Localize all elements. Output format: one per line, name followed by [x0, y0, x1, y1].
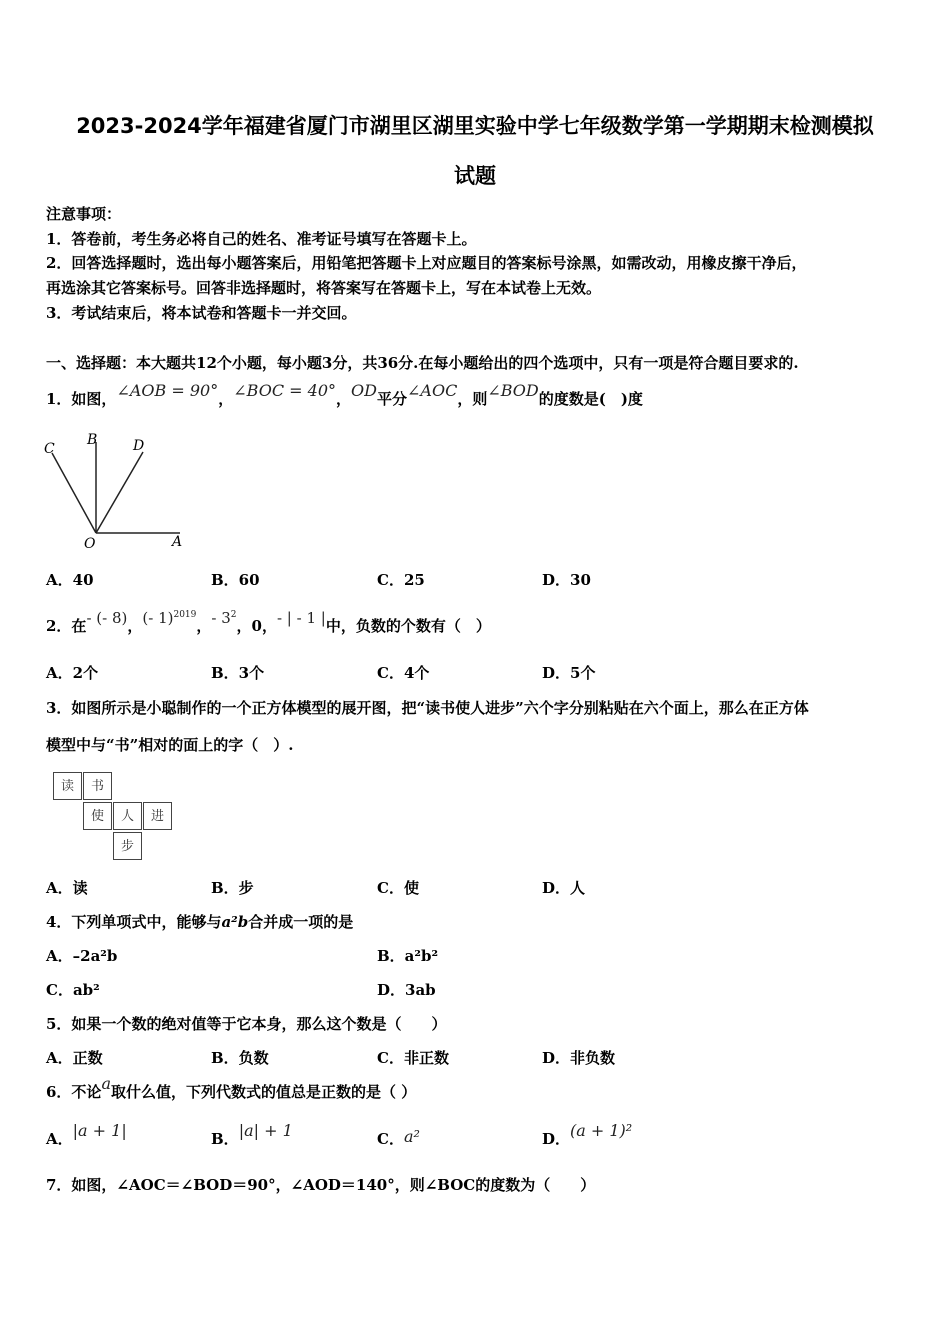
- q6-option-d-label: D．: [542, 1130, 571, 1148]
- q4-suffix: 合并成一项的是: [248, 913, 354, 931]
- q2-num-3: [211, 609, 236, 627]
- q1-math-boc: ∠BOC = 40°: [233, 381, 336, 400]
- q1-math-bod: ∠BOD: [487, 381, 539, 400]
- question-3-line-2: 模型中与“书”相对的面上的字（ ）.: [46, 736, 294, 754]
- q6-option-d: [542, 1121, 633, 1149]
- q2-sep-3: ，0，: [236, 617, 277, 635]
- q1-sep-1: ，: [218, 390, 234, 408]
- notice-item-2a: 2．回答选择题时，选出每小题答案后，用铅笔把答题卡上对应题目的答案标号涂黑，如需改动，用橡皮擦干净后，: [46, 254, 807, 272]
- q2-option-c: C．4个: [377, 664, 430, 682]
- label-b: B: [87, 432, 98, 448]
- q2-prefix: 2．在: [46, 617, 87, 635]
- q5-option-c: C．非正数: [377, 1049, 449, 1067]
- ray-od: [96, 452, 143, 533]
- q2-num-3-exp: 2: [230, 610, 237, 620]
- q2-sep-2: ，: [196, 617, 212, 635]
- net-cell-shi: 使: [83, 802, 112, 830]
- q2-option-b: B．3个: [211, 664, 265, 682]
- q1-option-d: D．30: [542, 571, 591, 589]
- q2-sep-1: ，: [127, 617, 143, 635]
- q1-option-a: A．40: [46, 571, 94, 589]
- q2-num-4: - | - 1 |: [276, 609, 326, 627]
- q4-prefix: 4．下列单项式中，能够与: [46, 913, 222, 931]
- title-line-2: 试题: [454, 164, 496, 188]
- q6-option-a-expr: |a + 1|: [72, 1121, 127, 1140]
- q1-option-c: C．25: [377, 571, 425, 589]
- q6-option-b-expr: |a| + 1: [238, 1121, 293, 1140]
- q5-option-b: B．负数: [211, 1049, 269, 1067]
- q3-option-b: B．步: [211, 879, 254, 897]
- q2-num-3-base: - 3: [211, 609, 231, 627]
- q6-option-c-expr: a²: [403, 1127, 420, 1146]
- label-d: D: [133, 438, 145, 454]
- q6-option-c: [377, 1128, 420, 1149]
- question-5: 5．如果一个数的绝对值等于它本身，那么这个数是（ ）: [46, 1015, 447, 1033]
- label-c: C: [44, 441, 55, 457]
- q2-suffix: 中，负数的个数有（ ）: [325, 617, 491, 635]
- q4-term: a²b: [221, 913, 249, 931]
- q4-option-b: B．a²b²: [377, 947, 439, 965]
- q2-num-2-exp: 2019: [173, 610, 197, 620]
- q6-option-c-label: C．: [377, 1130, 404, 1148]
- question-7: 7．如图，∠AOC＝∠BOD＝90°，∠AOD＝140°，则∠BOC的度数为（ ）: [46, 1176, 596, 1194]
- q1-text-2: ，则: [457, 390, 488, 408]
- label-o: O: [84, 536, 96, 552]
- q1-prefix: 1．如图，: [46, 390, 117, 408]
- q1-sep-2: ，: [336, 390, 352, 408]
- q3-option-a: A．读: [46, 879, 88, 897]
- q6-suffix: 取什么值，下列代数式的值总是正数的是（ ）: [110, 1083, 417, 1101]
- net-cell-bu: 步: [113, 832, 142, 860]
- q6-var: a: [101, 1074, 111, 1093]
- q4-option-c: C．ab²: [46, 981, 100, 999]
- q1-math-aoc: ∠AOC: [406, 381, 458, 400]
- q4-option-a: A．–2a²b: [46, 947, 118, 965]
- question-2: [46, 609, 491, 636]
- q3-option-c: C．使: [377, 879, 419, 897]
- question-6: [46, 1074, 417, 1102]
- question-3-line-1: 3．如图所示是小聪制作的一个正方体模型的展开图，把“读书使人进步”六个字分别粘贴在六个面上，那么在正方体: [46, 699, 809, 717]
- notice-heading: 注意事项：: [46, 205, 122, 223]
- q1-text-1: 平分: [376, 390, 407, 408]
- ray-oc: [52, 453, 96, 533]
- q2-num-2: [142, 609, 196, 627]
- notice-item-2b: 再选涂其它答案标号。回答非选择题时，将答案写在答题卡上，写在本试卷上无效。: [46, 279, 602, 297]
- net-cell-du: 读: [53, 772, 82, 800]
- q1-option-b: B．60: [211, 571, 260, 589]
- q6-option-d-expr: (a + 1)²: [570, 1121, 633, 1140]
- question-4: [46, 911, 353, 932]
- title-line-1: 2023-2024学年福建省厦门市湖里区湖里实验中学七年级数学第一学期期末检测模拟: [76, 114, 874, 138]
- q1-math-od: OD: [351, 381, 377, 400]
- q1-math-aob: ∠AOB = 90°: [116, 381, 219, 400]
- question-1: [46, 381, 643, 409]
- q2-option-a: A．2个: [46, 664, 99, 682]
- q6-prefix: 6．不论: [46, 1083, 102, 1101]
- net-cell-jin: 进: [143, 802, 172, 830]
- q1-text-3: 的度数是( )度: [538, 390, 643, 408]
- q4-option-d: D．3ab: [377, 981, 436, 999]
- q6-option-b-label: B．: [211, 1130, 239, 1148]
- q2-option-d: D．5个: [542, 664, 596, 682]
- notice-item-3: 3．考试结束后，将本试卷和答题卡一并交回。: [46, 304, 357, 322]
- q6-option-b: [211, 1121, 293, 1149]
- q2-num-2-base: (- 1): [142, 609, 174, 627]
- q1-angle-figure: [40, 428, 200, 553]
- notice-item-1: 1．答卷前，考生务必将自己的姓名、准考证号填写在答题卡上。: [46, 230, 477, 248]
- q3-option-d: D．人: [542, 879, 586, 897]
- net-cell-ren: 人: [113, 802, 142, 830]
- q6-option-a: [46, 1121, 127, 1149]
- label-a: A: [172, 534, 183, 550]
- q6-option-a-label: A．: [46, 1130, 73, 1148]
- net-cell-shu: 书: [83, 772, 112, 800]
- q5-option-d: D．非负数: [542, 1049, 616, 1067]
- section-1-heading: 一、选择题：本大题共12个小题，每小题3分，共36分.在每小题给出的四个选项中，只有一项是符合题目要求的.: [46, 354, 799, 372]
- q5-option-a: A．正数: [46, 1049, 103, 1067]
- q2-num-1: - (- 8): [86, 609, 128, 627]
